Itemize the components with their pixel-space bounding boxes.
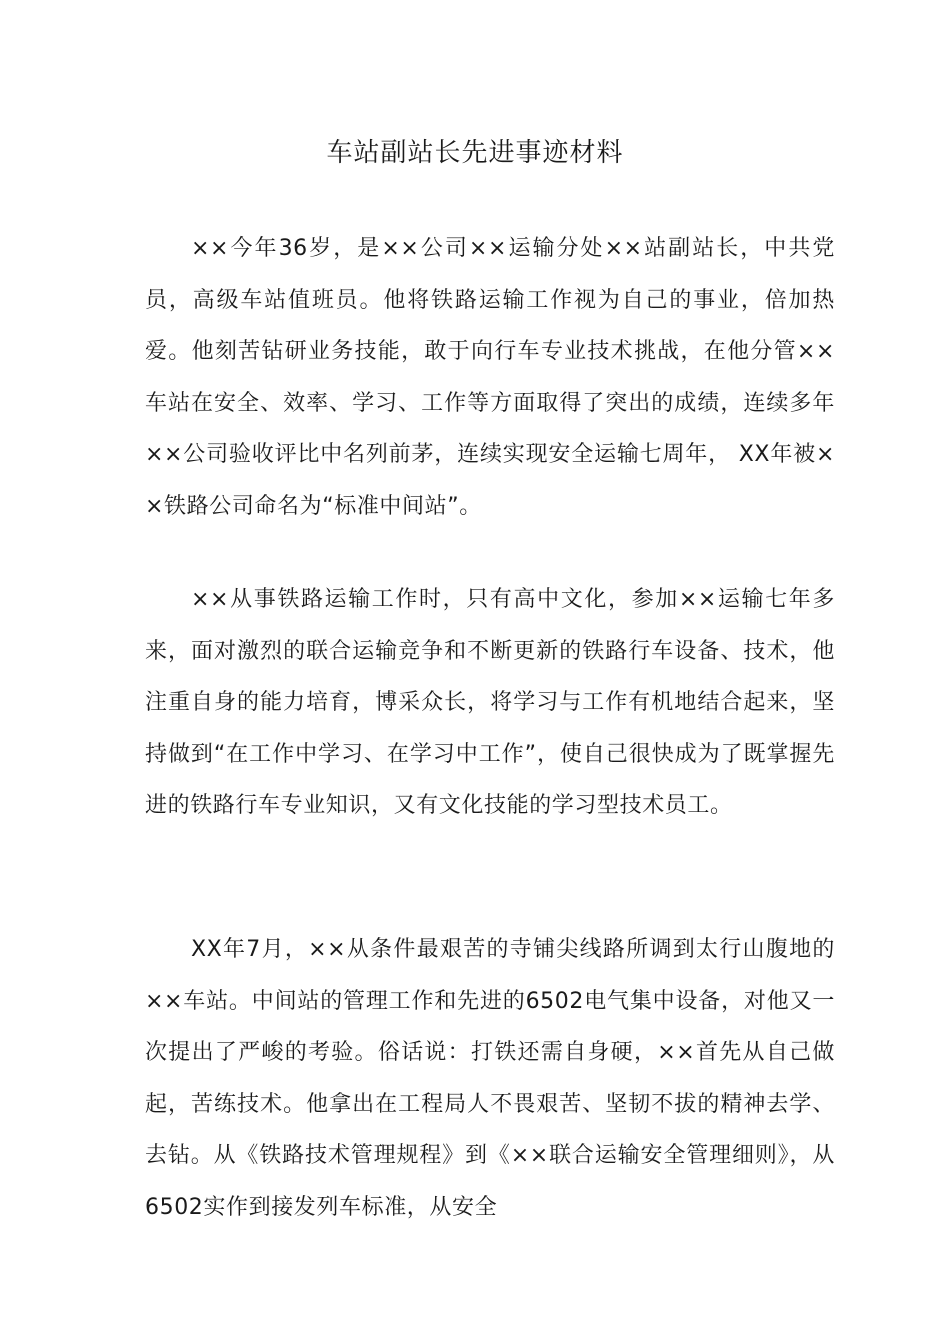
- document-title: 车站副站长先进事迹材料: [326, 138, 624, 168]
- paragraph-1: ××今年36岁，是××公司××运输分处××站副站长，中共党员，高级车站值班员。他将铁路运输工作视为自己的事业，倍加热爱。他刻苦钻研业务技能，敢于向行车专业技术挑战，在他分管××车站在安全、效率、学习、工作等方面取得了突出的成绩，连续多年××公司验收评比中名列前茅，连续实现安全运输七周年， XX年被××铁路公司命名为“标准中间站”。: [145, 236, 835, 519]
- paragraph-2: ××从事铁路运输工作时，只有高中文化，参加××运输七年多来，面对激烈的联合运输竞争和不断更新的铁路行车设备、技术，他注重自身的能力培育，博采众长，将学习与工作有机地结合起来，坚持做到“在工作中学习、在学习中工作”，使自己很快成为了既掌握先进的铁路行车专业知识，又有文化技能的学习型技术员工。: [145, 587, 835, 819]
- paragraph-3: XX年7月，××从条件最艰苦的寺铺尖线路所调到太行山腹地的××车站。中间站的管理工作和先进的6502电气集中设备，对他又一次提出了严峻的考验。俗话说：打铁还需自身硬，××首先从自己做起，苦练技术。他拿出在工程局人不畏艰苦、坚韧不拔的精神去学、去钻。从《铁路技术管理规程》到《××联合运输安全管理细则》，从6502实作到接发列车标准，从安全: [145, 937, 835, 1220]
